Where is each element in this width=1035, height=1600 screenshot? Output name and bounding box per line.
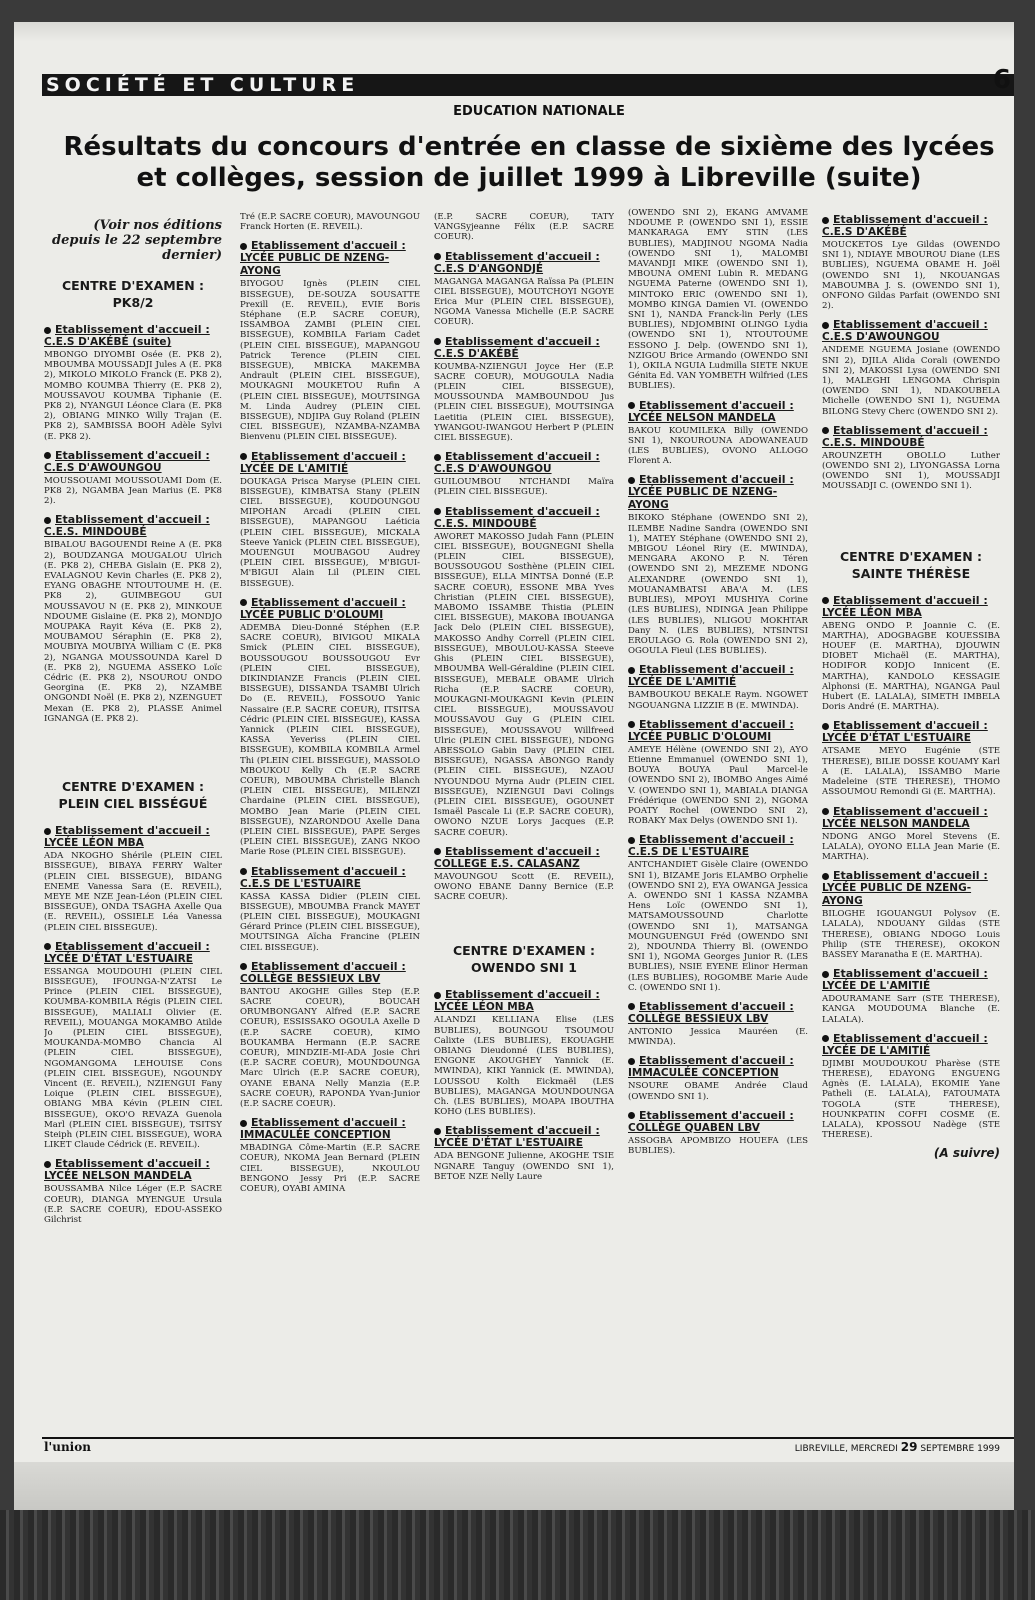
bullet-icon	[434, 848, 441, 855]
school-heading: Etablissement d'accueil : LYCÉE LÉON MBA	[434, 988, 600, 1014]
bullet-icon	[628, 1003, 635, 1010]
results-list: Tré (E.P. SACRE COEUR), MAVOUNGOU Franck Horten (E. REVEIL).	[240, 212, 420, 233]
to-be-continued: (A suivre)	[933, 1146, 1000, 1161]
school-heading: Etablissement d'accueil : COLLEGE E.S. CALASANZ	[434, 844, 600, 870]
bullet-icon	[44, 943, 51, 950]
results-list: BANTOU AKOGHE Gilles Step (E.P. SACRE COEUR), BOUCAH ORUMBONGANY Alfred (E.P. SACRE COEUR), ESSISSAKO OGOULA Axelle D (E.P. SACRE COEUR), KIMO BOUKAMBA Hermann (E.P. SACRE COEUR), MINDZIE-MI-ADA Josie Chri (E.P. SACRE COEUR), MOUNDOUNGA Marc Ulrich (E.P. SACRE COEUR), OYANE EBANA Nelly Manzia (E.P. SACRE COEUR), RAPONDA Yvan-Junior (E.P. SACRE COEUR).	[240, 986, 420, 1110]
exam-centre-heading: CENTRE D'EXAMEN : PK8/2	[61, 278, 205, 310]
results-list: AMEYE Hélène (OWENDO SNI 2), AYO Etienne Emmanuel (OWENDO SNI 1), BOUYA BOUYA Paul Marcel-le (OWENDO SNI 2), IBOMBO Anges Aimé V. (OWENDO SNI 1), MABIALA DIANGA Frédérique (OWENDO SNI 2), NGOMA POATY Rochel (OWENDO SNI 2), ROBAKY Max Delys (OWENDO SNI 1).	[628, 744, 808, 827]
results-list: MAGANGA MAGANGA Raïssa Pa (PLEIN CIEL BISSEGUE), MOUTCHOYI NGOYE Erica Mur (PLEIN CIEL BISSEGUE), NGOMA Vanessa Michelle (E.P. SACRE COEUR).	[434, 276, 614, 328]
school-heading: Etablissement d'accueil : LYCÉE DE L'AMITIÉ	[822, 1031, 988, 1057]
school-heading: Etablissement d'accueil : LYCÉE DE L'AMITIÉ	[240, 449, 406, 475]
bullet-icon	[822, 873, 829, 880]
results-list: KASSA KASSA Didier (PLEIN CIEL BISSEGUE), MBOUMBA Franck MAYET (PLEIN CIEL BISSEGUE), MOUKAGNI Gérard Prince (PLEIN CIEL BISSEGUE), MOUTSINGA Aïcha Francine (PLEIN CIEL BISSEGUE).	[240, 891, 420, 953]
footer-dateline: LIBREVILLE, MERCREDI 29 SEPTEMBRE 1999	[794, 1440, 1000, 1454]
results-list: ANTCHANDIET Gisèle Claire (OWENDO SNI 1), BIZAME Joris ELAMBO Orphelie (OWENDO SNI 2), EYA OWANGA Jessica A. OWENDO SNI 1 KASSA NZAMBA Hens Loïc (OWENDO SNI 1), MATSAMOUSSOUND Charlotte (OWENDO SNI 1), MATSANGA MOUNGUENGUI Fréd (OWENDO SNI 2), NDOUNDA Thierry Bl. (OWENDO SNI 1), NGOMA Georges Junior R. (LES BUBLIES), NSIE EYENE Elinor Herman (LES BUBLIES), ROGOMBE Marie Aude C. (OWENDO SNI 1).	[628, 860, 808, 993]
bullet-icon	[434, 1128, 441, 1135]
bullet-icon	[240, 1120, 247, 1127]
bullet-icon	[240, 453, 247, 460]
newspaper-page	[14, 22, 1014, 1510]
school-heading: Etablissement d'accueil : LYCÉE PUBLIC DE NZENG-AYONG	[240, 239, 406, 278]
section-title: SOCIÉTÉ ET CULTURE	[46, 74, 360, 96]
school-heading: Etablissement d'accueil : LYCÉE NELSON MANDELA	[628, 398, 794, 424]
school-heading: Etablissement d'accueil : LYCÉE PUBLIC D'OLOUMI	[628, 717, 794, 743]
results-list: MBONGO DIYOMBI Osée (E. PK8 2), MBOUMBA MOUSSADJI Jules A (E. PK8 2), MIKOLO MIKOLO Franck (E. PK8 2), MOMBO KOUMBA Thierry (E. PK8 2), MOUSSAVOU KOUMBA Tiphanie (E. PK8 2), NYANGUI Léonce Clara (E. PK8 2), OBIANG MINKO Willy Trajan (E. PK8 2), SAMBISSA BOOH Adèle Sylvi (E. PK8 2).	[44, 350, 222, 442]
results-list: ADA BENGONE Julienne, AKOGHE TSIE NGNARE Tanguy (OWENDO SNI 1), BETOE NZE Nelly Laure	[434, 1151, 614, 1182]
bullet-icon	[240, 963, 247, 970]
column-3	[434, 212, 614, 1433]
results-list: GUILOUMBOU NTCHANDI Maïra (PLEIN CIEL BISSEGUE).	[434, 477, 614, 498]
school-heading: Etablissement d'accueil : C.E.S. MINDOUBÉ	[434, 504, 600, 530]
school-heading: Etablissement d'accueil : C.E.S. MINDOUBÉ	[44, 513, 210, 539]
school-heading: Etablissement d'accueil : LYCÉE NELSON MANDELA	[44, 1157, 210, 1183]
results-list: ADOURAMANE Sarr (STE THERESE), KANGA MOUDOUMA Blanche (E. LALALA).	[822, 994, 1000, 1025]
scan-edge	[14, 22, 1014, 42]
bullet-icon	[822, 1035, 829, 1042]
school-heading: Etablissement d'accueil : LYCÉE DE L'AMITIÉ	[628, 663, 794, 689]
bullet-icon	[434, 338, 441, 345]
bullet-icon	[44, 828, 51, 835]
column-2	[240, 212, 420, 1433]
bullet-icon	[44, 1161, 51, 1168]
page-number: 6	[992, 65, 1011, 95]
school-heading: Etablissement d'accueil : LYCÉE PUBLIC D'OLOUMI	[240, 595, 406, 621]
results-list: AWORET MAKOSSO Judah Fann (PLEIN CIEL BISSEGUE), BOUGNEGNI Shella (PLEIN CIEL BISSEGUE), BOUSSOUGOU Sosthène (PLEIN CIEL BISSEGUE), ELLA MINTSA Donné (E.P. SACRE COEUR), ESSONE MBA Yves Christian (PLEIN CIEL BISSEGUE), MABOMO ISSAMBE Thistia (PLEIN CIEL BISSEGUE), MAKOBA IBOUANGA Jack Delo (PLEIN CIEL BISSEGUE), MAKOSSO Andhy Correll (PLEIN CIEL BISSEGUE), MBOULOU-KASSA Steeve Ghis (PLEIN CIEL BISSEGUE), MBOUMBA Well-Géraldine (PLEIN CIEL BISSEGUE), MEBALE OBAME Ulrich Richa (E.P. SACRE COEUR), MOUKAGNI-MOUKAGNI Kevin (PLEIN CIEL BISSEGUE), MOUSSAVOU MOUSSAVOU Guy G (PLEIN CIEL BISSEGUE), MOUSSAVOU Willfreed Ulric (PLEIN CIEL BISSEGUE), NDONG ABESSOLO Gabin Davy (PLEIN CIEL BISSEGUE), NGASSA ABONGO Randy (PLEIN CIEL BISSEGUE), NZAOU NYOUNDOU Myrna Audr (PLEIN CIEL BISSEGUE), NZIENGUI Davi Colings (PLEIN CIEL BISSEGUE), OGOUNET Ismaël Pascale Li (E.P. SACRE COEUR), OWONO NZUE Lorys Jacques (E.P. SACRE COEUR).	[434, 531, 614, 838]
results-list: ABENG ONDO P. Joannie C. (E. MARTHA), ADOGBAGBE KOUESSIBA HOUEF (E. MARTHA), DJOUWIN DIOBET Michaël (E. MARTHA), HODIFOR KODJO Innicent (E. MARTHA), KANDOLO KESSAGIE Alphonsi (E. MARTHA), NGANGA Paul Hubert (E. LALALA), SIMETH IMBELA Doris André (E. MARTHA).	[822, 620, 1000, 713]
results-list: DJIMBI MOUDOUKOU Pharèse (STE THERESE), EDAYONG ENGUENG Agnès (E. LALALA), EKOMIE Yane Patheli (E. LALALA), FATOUMATA TOGOLA (STE THERESE), HOUNKPATIN COFFI COSME (E. LALALA), KPOSSOU Nadège (STE THERESE).	[822, 1058, 1000, 1141]
school-heading: Etablissement d'accueil : LYCÉE NELSON MANDELA	[822, 804, 988, 830]
results-list: ALANDZI KELLIANA Elise (LES BUBLIES), BOUNGOU TSOUMOU Calixte (LES BUBLIES), EKOUAGHE OBIANG Dieudonné (LES BUBLIES), ENGONE AKOUGHEY Yannick (E. MWINDA), KIKI Yannick (E. MWINDA), LOUSSOU Kolth Eickmaël (LES BUBLIES), MAGANGA MOUNDOUNGA Ch. (LES BUBLIES), MOAPA IBOUTHA KOHO (LES BUBLIES).	[434, 1015, 614, 1118]
results-list: ASSOGBA APOMBIZO HOUEFA (LES BUBLIES).	[628, 1135, 808, 1156]
school-heading: Etablissement d'accueil : LYCÉE D'ÉTAT L'ESTUAIRE	[434, 1124, 600, 1150]
bullet-icon	[240, 599, 247, 606]
school-heading: Etablissement d'accueil : IMMACULÉE CONCEPTION	[240, 1116, 406, 1142]
article-headline: Résultats du concours d'entrée en classe de sixième des lycées et collèges, session de juillet 1999 à Libreville (suite)	[63, 132, 995, 193]
school-heading: Etablissement d'accueil : C.E.S. MINDOUBÉ	[822, 423, 988, 449]
bullet-icon	[434, 454, 441, 461]
scan-background	[0, 1510, 1035, 1600]
bullet-icon	[240, 868, 247, 875]
results-list: BIKOKO Stéphane (OWENDO SNI 2), ILEMBE Nadine Sandra (OWENDO SNI 1), MATEY Stéphane (OWENDO SNI 2), MBIGOU Léonel Riry (E. MWINDA), MENGARA AKONO P. N. Téren (OWENDO SNI 2), MEZEME NDONG ALEXANDRE (OWENDO SNI 1), MOUANAMBATSI ABA'A M. (LES BUBLIES), MPOYI MUSHIYA Corine (LES BUBLIES), NDINGA Jean Philippe (LES BUBLIES), NLIGOU MOKHTAR Dany N. (LES BUBLIES), NTSINTSI EROULAGO G. Rola (OWENDO SNI 2), OGOULA Fieul (LES BUBLIES).	[628, 513, 808, 657]
results-list: BAMBOUKOU BEKALE Raym. NGOWET NGOUANGNA LIZZIE B (E. MWINDA).	[628, 690, 808, 711]
results-list: ANTONIO Jessica Mauréen (E. MWINDA).	[628, 1026, 808, 1048]
bullet-icon	[628, 477, 635, 484]
exam-centre-heading: CENTRE D'EXAMEN : SAINTE THÉRÈSE	[839, 548, 983, 581]
school-heading: Etablissement d'accueil : C.E.S D'AWOUNGOU	[822, 318, 988, 344]
bullet-icon	[628, 667, 635, 674]
results-list: KOUMBA-NZIENGUI Joyce Her (E.P. SACRE COEUR), MOUGOULA Nadia (PLEIN CIEL BISSEGUE), MOUSSOUNDA MAMBOUNDOU Jus (PLEIN CIEL BISSEGUE), MOUTSINGA Laetitia (PLEIN CIEL BISSEGUE), YWANGOU-IWANGOU Herbert P (PLEIN CIEL BISSEGUE).	[434, 361, 614, 444]
school-heading: Etablissement d'accueil : COLLÈGE BESSIEUX LBV	[628, 999, 794, 1025]
results-list: ADA NKOGHO Shérile (PLEIN CIEL BISSEGUE), BIBAYA FERRY Walter (PLEIN CIEL BISSEGUE), BIDANG ENEME Vanessa Sara (E. REVEIL), MEYE ME NZE Jean-Léon (PLEIN CIEL BISSEGUE), ONDA TSAGHA Axelle Qua (E. REVEIL), OSSIELE Léa Vanessa (PLEIN CIEL BISSEGUE).	[44, 851, 222, 933]
results-list: AROUNZETH OBOLLO Luther (OWENDO SNI 2), LIYONGASSA Lorna (OWENDO SNI 1), MOUSSADJI MOUSSADJI C. (OWENDO SNI 1).	[822, 450, 1000, 492]
results-list: (OWENDO SNI 2), EKANG AMVAME NDOUME P. (OWENDO SNI 1), ESSIE MANKARAGA EMY STIN (LES BUBLIES), MADJINOU NGOMA Nadia (OWENDO SNI 1), MALOMBI MAVANDJI MIKE (OWENDO SNI 1), MBOUNA OMENI Lubin R. MEDANG NGUEMA Paterne (OWENDO SNI 1), MINTOKO ERIC (OWENDO SNI 1), MOMBO KINGA Damien VI. (OWENDO SNI 1), NANDA Franck-lin Perly (LES BUBLIES), NDJOMBINI OLINGO Lydia (OWENDO SNI 1), NTOUTOUME ESSONO J. Delp. (OWENDO SNI 1), NZIGOU Brice Armando (OWENDO SNI 1), OKILA NGUIA Ludmilla SIETE NKUE Génita Ed. VAN YOMBETH Wilfried (LES BUBLIES).	[628, 208, 808, 392]
school-heading: Etablissement d'accueil : C.E.S D'ANGONDJÉ	[434, 249, 600, 275]
results-list: BAKOU KOUMILEKA Billy (OWENDO SNI 1), NKOUROUNA ADOWANEAUD (LES BUBLIES), OVONO ALLOGO Florent A.	[628, 425, 808, 467]
school-heading: Etablissement d'accueil : C.E.S D'AKÉBÉ (suite)	[44, 323, 210, 348]
column-1	[44, 218, 222, 1433]
results-list: MAVOUNGOU Scott (E. REVEIL), OWONO EBANE Danny Bernice (E.P. SACRE COEUR).	[434, 871, 614, 903]
school-heading: Etablissement d'accueil : LYCÉE LÉON MBA	[44, 824, 210, 850]
bullet-icon	[44, 327, 51, 334]
school-heading: Etablissement d'accueil : LYCÉE PUBLIC DE NZENG-AYONG	[822, 869, 988, 908]
school-heading: Etablissement d'accueil : COLLÈGE QUABEN LBV	[628, 1108, 794, 1134]
bullet-icon	[44, 517, 51, 524]
school-heading: Etablissement d'accueil : C.E.S DE L'ESTUAIRE	[240, 864, 406, 890]
school-heading: Etablissement d'accueil : C.E.S D'AWOUNGOU	[434, 450, 600, 476]
see-editions-note: (Voir nos éditions depuis le 22 septembre dernier)	[52, 218, 222, 263]
results-list: BIBALOU BAGOUENDI Reine A (E. PK8 2), BOUDZANGA MOUGALOU Ulrich (E. PK8 2), CHEBA Gislain (E. PK8 2), EVALAGNOU Kevin Charles (E. PK8 2), EYANG OBAGHE NTOUTOUME H. (E. PK8 2), GUIMBEGOU GUI MOUSSAVOU N (E. PK8 2), MINKOUE NDOUME Gislaine (E. PK8 2), MONDJO MOUPAKA Rayit Kéva (E. PK8 2), MOUBAMOU Séraphin (E. PK8 2), MOUBIYA MOUBIYA William C (E. PK8 2), NGANGA MOUSSOUNDA Karel D (E. PK8 2), NGUEMA ASSEKO Loïc Cédric (E. PK8 2), NSOUROU ONDO Georgina (E. PK8 2), NZAMBE ONGONDI Noël (E. PK8 2), NZENGUET Mexan (E. PK8 2), PLASSE Animel IGNANGA (E. PK8 2).	[44, 540, 222, 724]
bullet-icon	[822, 971, 829, 978]
exam-centre-heading: CENTRE D'EXAMEN : PLEIN CIEL BISSÉGUÉ	[58, 779, 208, 812]
results-list: NDONG ANGO Morel Stevens (E. LALALA), OYONO ELLA Jean Marie (E. MARTHA).	[822, 831, 1000, 862]
results-list: ANDEME NGUEMA Josiane (OWENDO SNI 2), DJILA Alida Corali (OWENDO SNI 2), MAKOSSI Lysa (OWENDO SNI 1), MALEGHI LENGOMA Chrispin (OWENDO SNI 1), NDAKOUBELA Michelle (OWENDO SNI 1), NGUEMA BILONG Stevy Cherc (OWENDO SNI 2).	[822, 345, 1000, 417]
bullet-icon	[240, 243, 247, 250]
column-4	[628, 208, 808, 1433]
bullet-icon	[822, 597, 829, 604]
bullet-icon	[628, 721, 635, 728]
results-list: NSOURE OBAME Andrée Claud (OWENDO SNI 1).	[628, 1081, 808, 1102]
bullet-icon	[434, 992, 441, 999]
bullet-icon	[628, 1112, 635, 1119]
section-header-bar	[42, 65, 1014, 96]
bullet-icon	[628, 1058, 635, 1065]
school-heading: Etablissement d'accueil : IMMACULÉE CONCEPTION	[628, 1054, 794, 1080]
results-list: MBADINGA Côme-Martin (E.P. SACRE COEUR), NKOMA Jean Bernard (PLEIN CIEL BISSEGUE), NKOULOU BENGONO Jessy Pri (E.P. SACRE COEUR), OYABI AMINA	[240, 1143, 420, 1195]
bullet-icon	[822, 427, 829, 434]
results-list: MOUSSOUAMI MOUSSOUAMI Dom (E. PK8 2), NGAMBA Jean Marius (E. PK8 2).	[44, 475, 222, 507]
footer-rule	[42, 1437, 1014, 1439]
results-list: BIYOGOU Ignès (PLEIN CIEL BISSEGUE), DE-SOUZA SOUSATTE Prexill (E. REVEIL), EVIE Boris Stéphane (E.P. SACRE COEUR), ISSAMBOA ZAMBI (PLEIN CIEL BISSEGUE), KOMBILA Fariam Cadet (PLEIN CIEL BISSEGUE), MAPANGOU Patrick Terence (PLEIN CIEL BISSEGUE), MBICKA MAKEMBA Andrault (PLEIN CIEL BISSEGUE), MOUKAGNI MOUKETOU Rufin A (PLEIN CIEL BISSEGUE), MOUTSINGA M. Linda Audrey (PLEIN CIEL BISSEGUE), NDJIPA Guy Roland (PLEIN CIEL BISSEGUE), NZAMBA-NZAMBA Bienvenu (PLEIN CIEL BISSEGUE).	[240, 279, 420, 443]
school-heading: Etablissement d'accueil : LYCÉE D'ÉTAT L'ESTUAIRE	[44, 939, 210, 965]
bullet-icon	[822, 217, 829, 224]
bullet-icon	[822, 808, 829, 815]
school-heading: Etablissement d'accueil : C.E.S D'AWOUNGOU	[44, 448, 210, 474]
scan-bottom-margin	[14, 1462, 1014, 1510]
results-list: ADEMBA Dieu-Donné Stéphen (E.P. SACRE COEUR), BIVIGOU MIKALA Smick (PLEIN CIEL BISSEGUE), BOUSSOUGOU BOUSSOUGOU Evr (PLEIN CIEL BISSEGUE), DIKINDIANZE Francis (PLEIN CIEL BISSEGUE), DISSANDA TSAMBI Ulrich Do (E. REVEIL), FOSSOUO Yanic Nassaire (E.P. SACRE COEUR), ITSITSA Cédric (PLEIN CIEL BISSEGUE), KASSA Yannick (PLEIN CIEL BISSEGUE), KASSA Yeveriss (PLEIN CIEL BISSEGUE), KOMBILA KOMBILA Armel Thi (PLEIN CIEL BISSEGUE), MASSOLO MBOUKOU Kelly Ch (E.P. SACRE COEUR), MBOUMBA Christelle Blanch (PLEIN CIEL BISSEGUE), MILENZI Chardaine (PLEIN CIEL BISSEGUE), MOMBO Jean Marie (PLEIN CIEL BISSEGUE), NZARONDOU Axelle Dana (PLEIN CIEL BISSEGUE), PAPE Serges (PLEIN CIEL BISSEGUE), ZANG NKOO Marie Rose (PLEIN CIEL BISSEGUE).	[240, 622, 420, 858]
school-heading: Etablissement d'accueil : LYCÉE DE L'AMITIÉ	[822, 967, 988, 993]
results-list: ESSANGA MOUDOUHI (PLEIN CIEL BISSEGUE), IFOUNGA-N'ZATSI Le Prince (PLEIN CIEL BISSEGUE), KOUMBA-KOMBILA Régis (PLEIN CIEL BISSEGUE), MALIALI Olivier (E. REVEIL), MOUANGA MOKAMBO Atilde Jo (PLEIN CIEL BISSEGUE), MOUKANDA-MOMBO Chancia Al (PLEIN CIEL BISSEGUE), NGOMANGOMA LEHOUISE Cons (PLEIN CIEL BISSEGUE), NGOUNDY Vincent (E. REVEIL), NZIENGUI Fany Loique (PLEIN CIEL BISSEGUE), OBIANG MBA Kévin (PLEIN CIEL BISSEGUE), OKO'O REVAZA Guenola Marl (PLEIN CIEL BISSEGUE), TSITSY Steiph (PLEIN CIEL BISSEGUE), WORA LIKET Claude Cédrick (E. REVEIL).	[44, 966, 222, 1151]
bullet-icon	[822, 322, 829, 329]
bullet-icon	[44, 452, 51, 459]
bullet-icon	[628, 402, 635, 409]
school-heading: Etablissement d'accueil : COLLÈGE BESSIEUX LBV	[240, 959, 406, 985]
results-list: MOUCKETOS Lye Gildas (OWENDO SNI 1), NDIAYE MBOUROU Diane (LES BUBLIES), NGUEMA OBAME H. Joël (OWENDO SNI 1), NKOUANGAS MABOUMBA J. S. (OWENDO SNI 1), ONFONO Gildas Parfait (OWENDO SNI 2).	[822, 240, 1000, 312]
results-list: BOUSSAMBA Nilce Léger (E.P. SACRE COEUR), DIANGA MYENGUE Ursula (E.P. SACRE COEUR), EDOU-ASSEKO Gilchrist	[44, 1184, 222, 1225]
bullet-icon	[434, 253, 441, 260]
school-heading: Etablissement d'accueil : C.E.S DE L'ESTUAIRE	[628, 833, 794, 859]
school-heading: Etablissement d'accueil : C.E.S D'AKÉBÉ	[434, 334, 600, 360]
results-list: ATSAME MEYO Eugénie (STE THERESE), BILIE DOSSE KOUAMY Karl A (E. LALALA), ISSAMBO Marie Madeleine (STE THERESE), THOMO ASSOUMOU Remondi Gi (E. MARTHA).	[822, 746, 1000, 798]
exam-centre-heading: CENTRE D'EXAMEN : OWENDO SNI 1	[452, 943, 596, 976]
results-list: (E.P. SACRE COEUR), TATY VANGSyjeanne Félix (E.P. SACRE COEUR).	[434, 212, 614, 243]
column-5	[822, 206, 1000, 1433]
newspaper-brand: l'union	[44, 1440, 91, 1454]
school-heading: Etablissement d'accueil : LYCÉE D'ÉTAT L'ESTUAIRE	[822, 719, 988, 745]
school-heading: Etablissement d'accueil : LYCÉE LÉON MBA	[822, 593, 988, 619]
bullet-icon	[434, 508, 441, 515]
school-heading: Etablissement d'accueil : C.E.S D'AKÉBÉ	[822, 213, 988, 238]
rubric-title: EDUCATION NATIONALE	[453, 104, 625, 119]
bullet-icon	[628, 837, 635, 844]
school-heading: Etablissement d'accueil : LYCÉE PUBLIC DE NZENG-AYONG	[628, 473, 794, 512]
results-list: DOUKAGA Prisca Maryse (PLEIN CIEL BISSEGUE), KIMBATSA Stany (PLEIN CIEL BISSEGUE), KOUDOUNGOU MIPOHAN Arcadi (PLEIN CIEL BISSEGUE), MAPANGOU Laéticia (PLEIN CIEL BISSEGUE), MICKALA Steeve Yanick (PLEIN CIEL BISSEGUE), MOUENGUI MOUBAGOU Audrey (PLEIN CIEL BISSEGUE), M'BIGUI-M'BIGUI Alain Lil (PLEIN CIEL BISSEGUE).	[240, 476, 420, 589]
results-list: BILOGHE IGOUANGUI Polysov (E. LALALA), NDOUANY Gildas (STE THERESE), OBIANG NDOGO Louis Philip (STE THERESE), OKOKON BASSEY Maranatha E (E. MARTHA).	[822, 909, 1000, 960]
bullet-icon	[822, 723, 829, 730]
